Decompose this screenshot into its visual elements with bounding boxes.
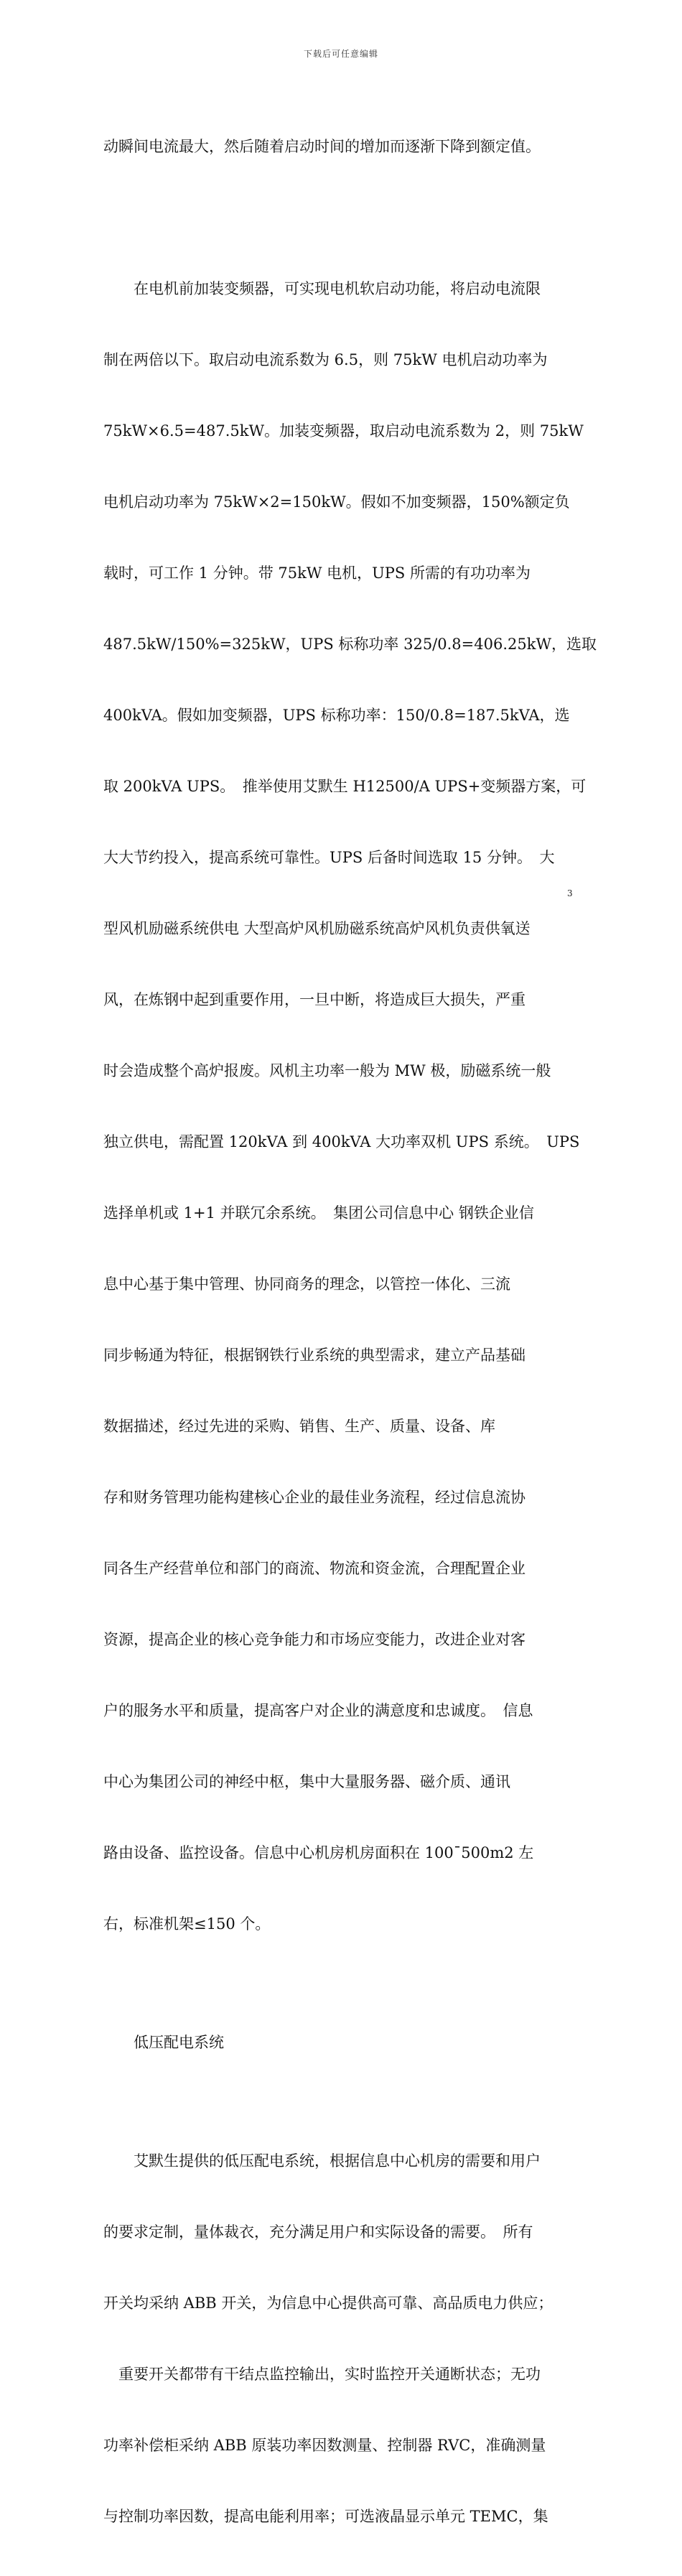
text-line: 同步畅通为特征，根据钢铁行业系统的典型需求，建立产品基础 [103,1347,525,1364]
text-line: 同各生产经营单位和部门的商流、物流和资金流，合理配置企业 [103,1560,525,1577]
text-line: 487.5kW/150%=325kW，UPS 标称功率 325/0.8=406.25kW，选取 [103,636,597,653]
text-line: 资源，提高企业的核心竞争能力和市场应变能力，改进企业对客 [103,1631,525,1648]
text-line: 存和财务管理功能构建核心企业的最佳业务流程，经过信息流协 [103,1489,525,1506]
text-line: 风，在炼钢中起到重要作用，一旦中断，将造成巨大损失，严重 [103,991,525,1008]
document-body [103,88,597,2576]
text-line: 功率补偿柜采纳 ABB 原装功率因数测量、控制器 RVC，准确测量 [103,2437,546,2454]
text-line: 户的服务水平和质量，提高客户对企业的满意度和忠诚度。 信息 [103,1702,533,1719]
text-line: 75kW×6.5=487.5kW。加装变频器，取启动电流系数为 2，则 75kW [103,422,584,440]
section-title: 低压配电系统 [103,2034,224,2051]
text-line: 艾默生提供的低压配电系统，根据信息中心机房的需要和用户 [103,2152,541,2170]
text-line: 数据描述，经过先进的采购、销售、生产、质量、设备、库 [103,1418,495,1435]
paragraph-low-voltage [103,2102,580,2576]
text-line: 载时，可工作 1 分钟。带 75kW 电机，UPS 所需的有功功率为 [103,564,531,582]
text-line: 型风机励磁系统供电 大型高炉风机励磁系统高炉风机负责供氧送 [103,920,531,937]
text-line: 开关均采纳 ABB 开关，为信息中心提供高可靠、高品质电力供应； [103,2294,553,2312]
paragraph-intro [103,88,580,206]
page-header: 下载后可任意编辑 [303,49,378,59]
text-line: 制在两倍以下。取启动电流系数为 6.5，则 75kW 电机启动功率为 [103,351,548,368]
text-line: 在电机前加装变频器，可实现电机软启动功能，将启动电流限 [103,280,541,297]
text-line: 中心为集团公司的神经中枢，集中大量服务器、磁介质、通讯 [103,1773,510,1790]
paragraph-main [103,230,597,1984]
text-line: 400kVA。假如加变频器，UPS 标称功率：150/0.8=187.5kVA，选 [103,707,570,724]
text-line: 取 200kVA UPS。 推举使用艾默生 H12500/A UPS+变频器方案，可 [103,778,587,795]
text-line: 的要求定制，量体裁衣，充分满足用户和实际设备的需要。 所有 [103,2223,533,2241]
text-line: 右，标准机架≤150 个。 [103,1915,271,1933]
text-line: 电机启动功率为 75kW×2=150kW。假如不加变频器，150%额定负 [103,493,570,511]
section-heading [103,1984,580,2102]
text-line: 大大节约投入，提高系统可靠性。UPS 后备时间选取 15 分钟。 大 [103,849,555,866]
text-line: 动瞬间电流最大，然后随着启动时间的增加而逐渐下降到额定值。 [103,138,541,155]
text-line: 与控制功率因数，提高电能利用率；可选液晶显示单元 TEMC，集 [103,2508,548,2525]
text-line: 独立供电，需配置 120kVA 到 400kVA 大功率双机 UPS 系统。 UPS [103,1133,580,1150]
text-line: 路由设备、监控设备。信息中心机房机房面积在 100¯500m2 左 [103,1844,534,1861]
page-number: 3 [567,888,573,898]
text-line: 选择单机或 1+1 并联冗余系统。 集团公司信息中心 钢铁企业信 [103,1204,534,1222]
text-line: 时会造成整个高炉报废。风机主功率一般为 MW 极，励磁系统一般 [103,1062,551,1079]
text-line: 息中心基于集中管理、协同商务的理念，以管控一体化、三流 [103,1275,510,1293]
text-line: 重要开关都带有干结点监控输出，实时监控开关通断状态；无功 [103,2366,541,2383]
